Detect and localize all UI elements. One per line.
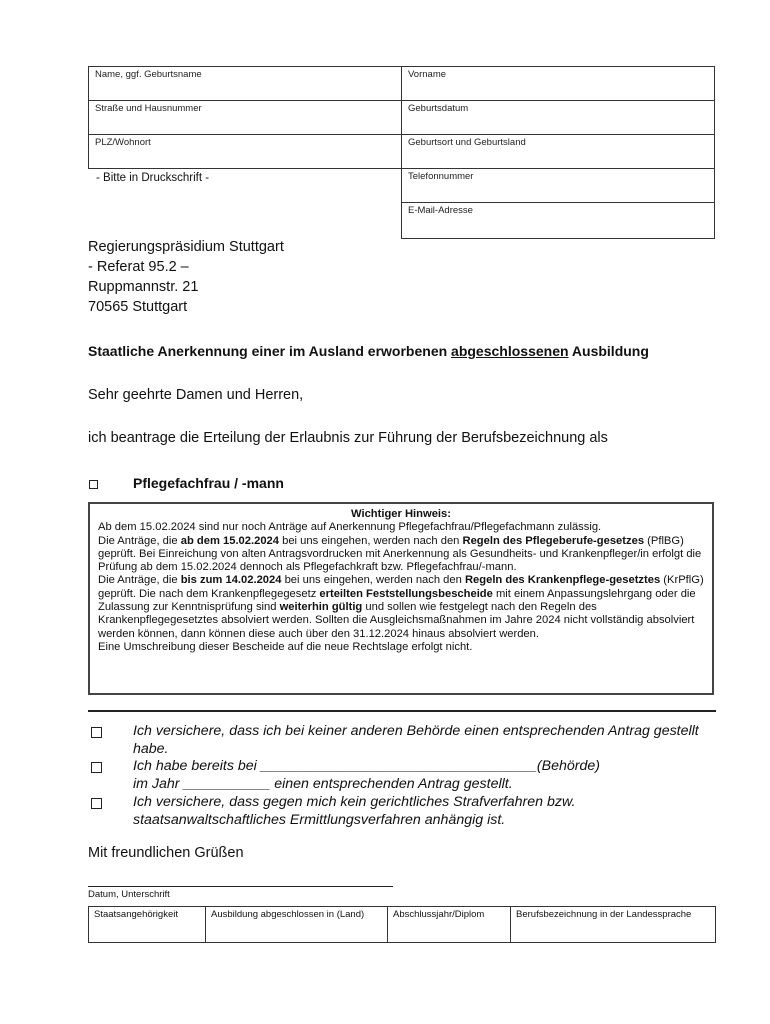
plz-field[interactable] xyxy=(88,134,402,169)
telefon-field[interactable] xyxy=(401,168,715,203)
notice-p1-b-bold: ab dem 15.02.2024 xyxy=(180,534,279,547)
notice-p2-d: mit einem Anpassungslehrgang oder die Zulassung zur Kenntnisprüfung sind xyxy=(98,587,696,614)
notice-p2-c: (KrPflG) geprüft. Die nach dem Krankenpflegegesetz xyxy=(98,574,704,600)
geburtsdatum-field[interactable] xyxy=(401,100,715,135)
abschlussjahr-field[interactable] xyxy=(387,906,511,943)
notice-p2-b: bei uns eingehen, werden nach den xyxy=(281,574,465,587)
notice-title: Wichtiger Hinweis: xyxy=(351,508,451,520)
closing-text: Mit freundlichen Grüßen xyxy=(88,845,244,861)
profession-label: Pflegefachfrau / -mann xyxy=(133,475,284,491)
geburtsdatum-field-label: Geburtsdatum xyxy=(408,103,469,114)
profession-checkbox[interactable] xyxy=(89,480,98,489)
telefon-field-label: Telefonnummer xyxy=(408,171,474,182)
strasse-field-label: Straße und Hausnummer xyxy=(95,103,202,114)
section-divider xyxy=(88,710,716,712)
recipient-line-4: 70565 Stuttgart xyxy=(88,299,188,315)
signature-line[interactable] xyxy=(88,886,393,887)
declaration-1-checkbox[interactable] xyxy=(91,727,102,738)
signature-label: Datum, Unterschrift xyxy=(88,889,170,900)
email-field-label: E-Mail-Adresse xyxy=(408,205,473,216)
berufsbezeichnung-label: Berufsbezeichnung in der Landessprache xyxy=(516,909,692,920)
druckschrift-note: - Bitte in Druckschrift - xyxy=(96,172,210,184)
name-field[interactable] xyxy=(88,66,402,101)
recipient-line-2: - Referat 95.2 – xyxy=(88,259,189,275)
declaration-3-checkbox[interactable] xyxy=(91,798,102,809)
notice-p2-d-bold: weiterhin gültig xyxy=(279,601,363,614)
geburtsort-field-label: Geburtsort und Geburtsland xyxy=(408,137,526,148)
notice-paragraph-2 xyxy=(98,574,704,640)
vorname-field[interactable] xyxy=(401,66,715,101)
staatsangehoerigkeit-field[interactable] xyxy=(88,906,206,943)
declaration-2-line-1: Ich habe bereits bei ___________________________________(Behörde) xyxy=(133,758,601,774)
notice-p1-a: Ab dem 15.02.2024 sind nur noch Anträge auf Anerkennung Pflegefachfrau/Pflegefachmann zulässig. xyxy=(98,521,602,534)
strasse-field[interactable] xyxy=(88,100,402,135)
declaration-2-line-2: im Jahr ___________ einen entsprechenden Antrag gestellt. xyxy=(133,776,513,792)
ausbildung-land-field[interactable] xyxy=(205,906,388,943)
notice-p1-d: (PflBG) geprüft. Bei Einreichung von alten Antragsvordrucken mit Anerkennung als Gesundheits- und Krankenpfleger/in erfolgt die Prüfung ab dem 15.02.2024 dennoch als Pflegefachkraft bzw. Pflegefachfrau/-mann. xyxy=(98,534,702,574)
abschlussjahr-label: Abschlussjahr/Diplom xyxy=(393,909,485,920)
geburtsort-field[interactable] xyxy=(401,134,715,169)
subject-line xyxy=(88,343,649,359)
notice-p2-e: und sollen wie festgelegt nach den Regeln des Krankenpflegegesetztes absolviert werden. Sollten die Ausgleichsmaßnahmen im Jahre 2024 nicht vollständig absolviert werden können, dann können diese auch über den 31.12.2024 hinaus absolviert werden. xyxy=(98,601,695,640)
declaration-1-text: Ich versichere, dass ich bei keiner anderen Behörde einen entsprechenden Antrag gestellt habe. xyxy=(133,723,699,757)
notice-paragraph-3: Eine Umschreibung dieser Bescheide auf die neue Rechtslage erfolgt nicht. xyxy=(98,640,473,653)
notice-p2-a-bold: bis zum 14.02.2024 xyxy=(180,574,282,587)
berufsbezeichnung-field[interactable] xyxy=(510,906,716,943)
email-field[interactable] xyxy=(401,202,715,239)
ausbildung-land-label: Ausbildung abgeschlossen in (Land) xyxy=(211,909,365,920)
declaration-2-checkbox[interactable] xyxy=(91,762,102,773)
notice-p1-c: bei uns eingehen, werden nach den xyxy=(279,534,463,547)
subject-after: Ausbildung xyxy=(568,343,649,359)
notice-p1-b: Die Anträge, die xyxy=(98,534,181,547)
subject-before: Staatliche Anerkennung einer im Ausland erworbenen xyxy=(88,343,452,359)
salutation: Sehr geehrte Damen und Herren, xyxy=(88,387,304,403)
notice-paragraph-1 xyxy=(98,521,704,574)
notice-p2-a: Die Anträge, die xyxy=(98,574,181,587)
recipient-line-3: Ruppmannstr. 21 xyxy=(88,279,199,295)
subject-underlined: abgeschlossenen xyxy=(451,343,569,359)
staatsangehoerigkeit-label: Staatsangehörigkeit xyxy=(94,909,178,920)
vorname-field-label: Vorname xyxy=(408,69,447,80)
notice-p1-c-bold: Regeln des Pflegeberufe-gesetzes xyxy=(462,534,645,547)
notice-p2-b-bold: Regeln des Krankenpflege-gesetztes xyxy=(464,574,661,587)
name-field-label: Name, ggf. Geburtsname xyxy=(95,69,202,80)
recipient-line-1: Regierungspräsidium Stuttgart xyxy=(88,239,284,255)
declaration-3-text: Ich versichere, dass gegen mich kein gerichtliches Strafverfahren bzw. staatsanwaltschaftliches Ermittlungsverfahren anhängig ist. xyxy=(133,794,576,828)
request-text: ich beantrage die Erteilung der Erlaubnis zur Führung der Berufsbezeichnung als xyxy=(88,430,608,446)
plz-field-label: PLZ/Wohnort xyxy=(95,137,151,148)
notice-p2-c-bold: erteilten Feststellungsbescheide xyxy=(319,587,493,600)
important-notice xyxy=(88,502,714,695)
